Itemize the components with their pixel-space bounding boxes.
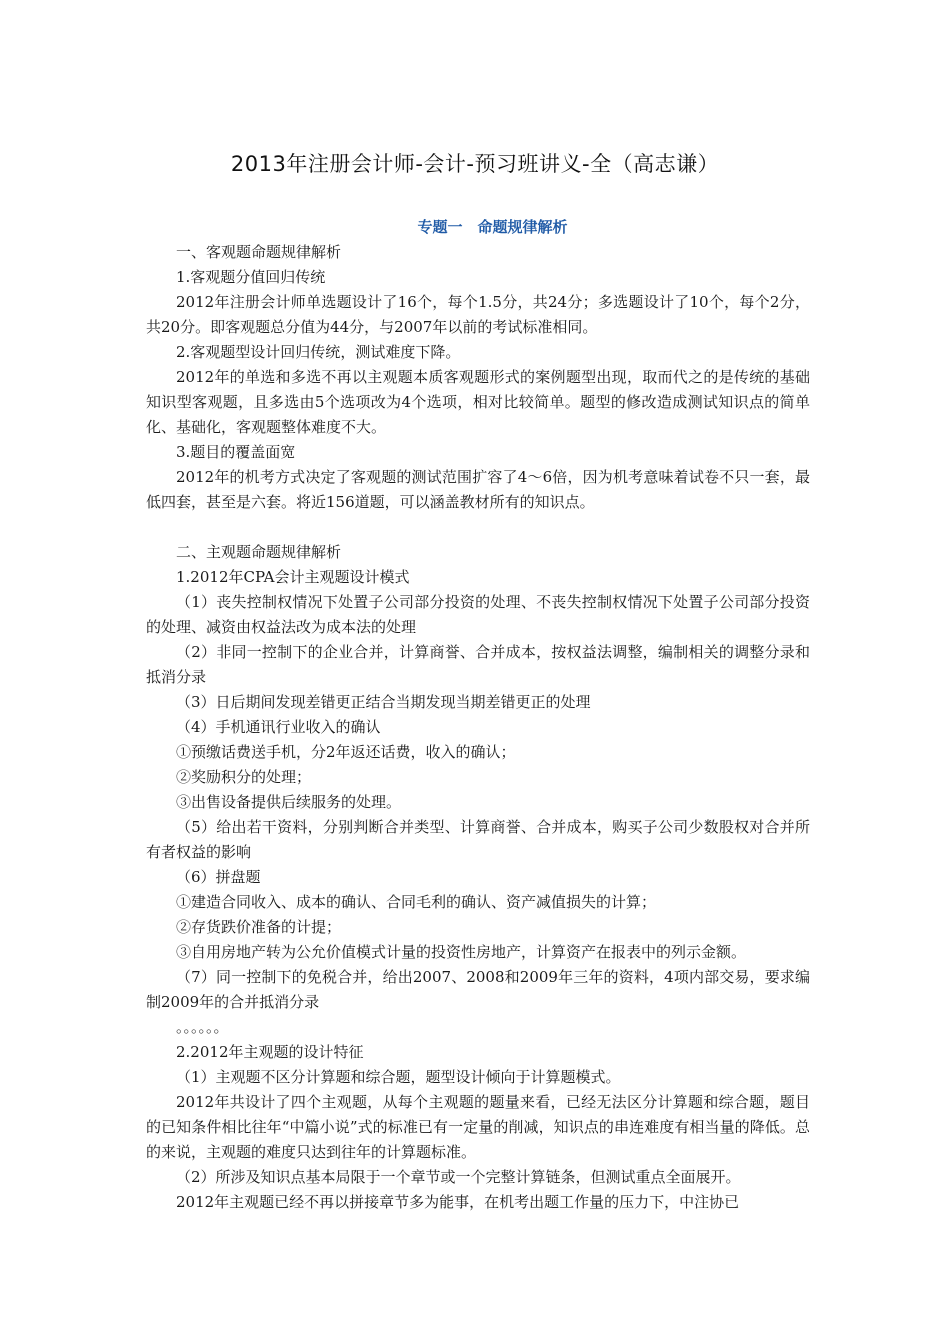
- section-title: 专题一 命题规律解析: [417, 218, 568, 236]
- paragraph: ②存货跌价准备的计提；: [176, 918, 342, 936]
- paragraph: ③出售设备提供后续服务的处理。: [176, 793, 402, 811]
- paragraph: （1）主观题不区分计算题和综合题，题型设计倾向于计算题模式。: [176, 1068, 621, 1086]
- paragraph: （2）所涉及知识点基本局限于一个章节或一个完整计算链条，但测试重点全面展开。: [176, 1168, 741, 1186]
- paragraph: 2012年共设计了四个主观题，从每个主观题的题量来看，已经无法区分计算题和综合题，题目的已知条件相比往年“中篇小说”式的标准已有一定量的削减，知识点的串连难度有相当量的降低。总的来说，主观题的难度只达到往年的计算题标准。: [146, 1093, 810, 1161]
- blank-line: [146, 515, 810, 540]
- paragraph: （6）拼盘题: [176, 868, 261, 886]
- paragraph: （5）给出若干资料，分别判断合并类型、计算商誉、合并成本，购买子公司少数股权对合并所有者权益的影响: [146, 818, 810, 861]
- paragraph: 2012年主观题已经不再以拼接章节多为能事，在机考出题工作量的压力下，中注协已: [176, 1193, 740, 1211]
- paragraph: 1.客观题分值回归传统: [176, 268, 326, 286]
- paragraph: （3）日后期间发现差错更正结合当期发现当期差错更正的处理: [176, 693, 591, 711]
- paragraph: 3.题目的覆盖面宽: [176, 443, 296, 461]
- paragraph: ①预缴话费送手机，分2年返还话费，收入的确认；: [176, 743, 516, 761]
- paragraph: ②奖励积分的处理；: [176, 768, 312, 786]
- document-body: [146, 240, 810, 1215]
- document-title: 2013年注册会计师-会计-预习班讲义-全（高志谦）: [230, 152, 720, 176]
- paragraph: ①建造合同收入、成本的确认、合同毛利的确认、资产减值损失的计算；: [176, 893, 657, 911]
- paragraph: 1.2012年CPA会计主观题设计模式: [176, 568, 410, 586]
- paragraph: 。。。。。。: [176, 1018, 229, 1036]
- paragraph: 一、客观题命题规律解析: [176, 243, 342, 261]
- paragraph: （7）同一控制下的免税合并，给出2007、2008和2009年三年的资料，4项内部交易，要求编制2009年的合并抵消分录: [146, 968, 810, 1011]
- paragraph: 2.2012年主观题的设计特征: [176, 1043, 364, 1061]
- paragraph: 2012年的单选和多选不再以主观题本质客观题形式的案例题型出现，取而代之的是传统的基础知识型客观题，且多选由5个选项改为4个选项，相对比较简单。题型的修改造成测试知识点的简单化、基础化，客观题整体难度不大。: [146, 368, 810, 436]
- paragraph: 2012年注册会计师单选题设计了16个，每个1.5分，共24分；多选题设计了10个，每个2分，共20分。即客观题总分值为44分，与2007年以前的考试标准相同。: [146, 293, 810, 336]
- paragraph: （4）手机通讯行业收入的确认: [176, 718, 381, 736]
- paragraph: ③自用房地产转为公允价值模式计量的投资性房地产，计算资产在报表中的列示金额。: [176, 943, 747, 961]
- paragraph: （2）非同一控制下的企业合并，计算商誉、合并成本，按权益法调整，编制相关的调整分录和抵消分录: [146, 643, 810, 686]
- paragraph: （1）丧失控制权情况下处置子公司部分投资的处理、不丧失控制权情况下处置子公司部分投资的处理、减资由权益法改为成本法的处理: [146, 593, 810, 636]
- paragraph: 2.客观题型设计回归传统，测试难度下降。: [176, 343, 461, 361]
- paragraph: 2012年的机考方式决定了客观题的测试范围扩容了4～6倍，因为机考意味着试卷不只一套，最低四套，甚至是六套。将近156道题，可以涵盖教材所有的知识点。: [146, 468, 810, 511]
- paragraph: 二、主观题命题规律解析: [176, 543, 342, 561]
